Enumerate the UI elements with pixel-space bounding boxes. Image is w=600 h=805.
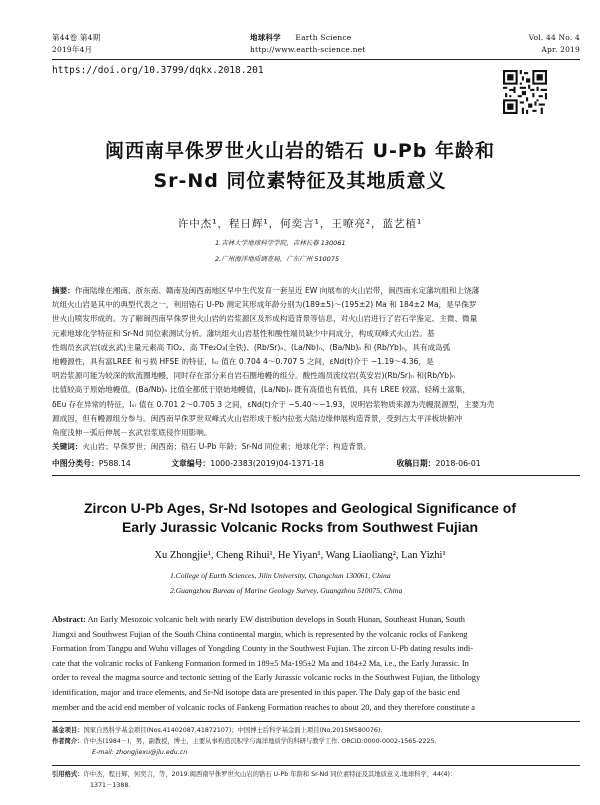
author-bio-line <box>52 736 580 747</box>
title-en-line2: Early Jurassic Volcanic Rocks from Southwest Fujian <box>121 519 479 535</box>
abstract-en <box>52 613 580 715</box>
date-left: 2019年4月 <box>52 45 93 54</box>
authors-en: Xu Zhongjie¹, Cheng Rihui¹, He Yiyan¹, Wang Liaoliang², Lan Yizhi¹ <box>154 550 446 561</box>
abstract-en-line: member and the acid end member of volcanic rocks of Fankeng Formation reaches to about 20, and they therefore constitute a <box>52 702 476 712</box>
header-rule <box>52 59 580 60</box>
abstract-cn-line: 元素地球化学特征和 Sr-Nd 同位素测试分析。藩坑组火山岩基性和酸性端员缺少中间成分，构成双峰式火山岩。基 <box>52 328 435 338</box>
classification-row <box>52 458 580 469</box>
abstract-en-line: order to reveal the magma source and tectonic setting of the Early Jurassic volcanic rocks in the Southwest Fujian, the lithology <box>52 673 481 683</box>
journal-cn: 地球科学 <box>250 33 281 42</box>
citation-rule <box>52 765 580 766</box>
article-code-label: 文章编号： <box>171 459 211 468</box>
abstract-cn-line: 摘要：作南陆缘在湘南、浙东南、赣南及闽西南地区早中生代发育一套呈近 EW 向展布的火山岩带，闽西南永定藩坑组和上饶藩 <box>52 286 480 295</box>
citation-label: 引用格式： <box>52 771 84 778</box>
clc-value: P588.14 <box>98 459 131 468</box>
abstract-en-line: identification, major and trace elements, and Sr-Nd isotope data are presented in this paper. The Daly gap of the basic end <box>52 687 460 697</box>
email-line[interactable]: E-mail: zhongjiexu@jlu.edu.cn <box>92 749 188 756</box>
abstract-en-line: Abstract: An Early Mesozoic volcanic belt with nearly EW distribution develops in South Hunan, Southeast Hunan, South <box>52 615 465 624</box>
author-bio-text: 许中杰(1984－)，男，副教授，博士，主要从事构造沉积学与海洋地质学的科研与教学工作. ORCID:0000-0002-1565-2225. <box>83 738 437 745</box>
abstract-cn-line: δEu 存在异常的特征，Iₛᵣ 值在 0.701 2～0.705 3 之间，εNd(t)介于 −5.40～−1.93，说明岩浆物质来源为壳幔混源型，主要为壳 <box>52 399 495 409</box>
author-bio-label: 作者简介： <box>52 738 84 745</box>
journal-en: Earth Science <box>295 33 352 42</box>
footer-block <box>52 725 580 758</box>
abstract-cn-line: 角度浅伸－弧后伸展－玄武岩浆底侵作用影响。 <box>52 428 212 438</box>
abstract-cn <box>52 284 580 454</box>
abstract-cn-line: 源成因，但有幔源组分参与。闽西南早侏罗世双峰式火山岩形成于板内拉张大陆边缘伸展构造背景，受到古太平洋板块俯冲 <box>52 413 463 423</box>
abstract-cn-line: 性端员玄武岩(或玄武)主量元素高 TiO₂、高 TFe₂O₃(全铁)、(Rb/Sr)ₙ、(La/Nb)ₙ、(Ba/Nb)ₙ 和 (Rb/Yb)ₙ，具有成岛弧 <box>52 342 451 352</box>
keywords-cn <box>52 440 580 454</box>
funding-label: 基金项目： <box>52 727 84 734</box>
title-cn-line1: 闽西南早侏罗世火山岩的锆石 U-Pb 年龄和 <box>104 140 496 162</box>
abstract-cn-line: 世火山喷发形成的。为了解闽西南早侏罗世火山岩的岩浆源区及形成构造背景等信息，对火山岩进行了岩石学鉴定、主微、微量 <box>52 314 478 324</box>
funding-line <box>52 725 580 736</box>
abstract-cn-line: 明岩浆源可能为较深的软流圈地幔，同时存在部分来自岩石圈地幔的组分。酸性端员流纹岩(英安岩)(Rb/Sr)ₙ 和(Rb/Yb)ₙ <box>52 371 456 381</box>
citation-text: 许中杰，程日辉，何奕言，等，2019.闽西南早侏罗世火山岩的锆石 U-Pb 年龄和 Sr-Nd 同位素特征及其地质意义.地球科学，44(4)： <box>83 771 457 778</box>
volume-right: Vol. 44 No. 4 <box>528 33 580 42</box>
abstract-cn-line: 地幔源性，具有富LREE 和亏损 HFSE 的特征，Iₛᵣ 值在 0.704 4～0.707 5 之间，εNd(t)介于 −1.19～4.36，是 <box>52 357 434 367</box>
affiliation-cn-1: 1.吉林大学地球科学学院，吉林长春 130061 <box>215 239 346 247</box>
affiliation-en-2: 2.Guangzhou Bureau of Marine Geology Survey, Guangzhou 510075, China <box>170 586 403 595</box>
volume-left: 第44卷 第4期 <box>52 33 101 42</box>
title-cn-line2: Sr-Nd 同位素特征及其地质意义 <box>153 170 447 192</box>
abstract-en-line: Formation from Tangpu and Wuhu villages of Yongding County in the Southwest Fujian. The zircon U-Pb dating results indi- <box>52 644 474 654</box>
qr-code-icon <box>503 70 547 114</box>
clc-label: 中图分类号： <box>52 459 99 468</box>
abstract-en-line: Jiangxi and Southwest Fujian of the South China continental margin, which is represented by the volcanic rocks of Fankeng <box>52 629 468 639</box>
journal-url[interactable]: http://www.earth-science.net <box>250 45 366 54</box>
affiliation-cn-2: 2.广州海洋地质调查局，广东广州 510075 <box>215 255 340 263</box>
footer-rule <box>52 721 580 722</box>
citation-block <box>52 769 580 791</box>
keywords-cn-text: 火山岩；早侏罗世；闽西南；锆石 U-Pb 年龄；Sr-Nd 同位素；地球化学；构造背景。 <box>82 442 372 452</box>
date-right: Apr. 2019 <box>541 45 580 54</box>
received-label: 收稿日期： <box>396 459 436 468</box>
journal-title-header <box>250 33 390 42</box>
abstract-cn-line: 坑组火山岩是其中的典型代表之一，利用锆石 U-Pb 测定其形成年龄分别为(189±5)～(195±2) Ma 和 184±2 Ma，是早侏罗 <box>52 300 477 310</box>
section-rule <box>52 475 580 476</box>
article-code-value: 1000-2383(2019)04-1371-18 <box>210 459 324 468</box>
doi-link[interactable]: https://doi.org/10.3799/dqkx.2018.201 <box>52 65 264 76</box>
authors-cn: 许中杰¹，程日辉¹，何奕言¹，王嘹亮²，蓝艺植¹ <box>177 218 423 230</box>
citation-line2: 1371－1388. <box>90 782 131 789</box>
abstract-en-line: cate that the volcanic rocks of Fankeng Formation formed in 189±5 Ma-195±2 Ma and 184±2 Ma, i.e., the Early Jurassic. In <box>52 658 469 668</box>
received-value: 2018-06-01 <box>435 459 481 468</box>
keywords-cn-label: 关键词： <box>52 442 83 452</box>
funding-text: 国家自然科学基金项目(Nos.41402087,41872107)；中国博士后科学基金面上项目(No.2015M580076). <box>83 727 383 734</box>
abstract-cn-line: 比值较高于原始地幔值，(Ba/Nb)ₙ 比值全都低于原始地幔值，(La/Nb)ₙ 既有高值也有低值，具有 LREE 较富、轻稀土富集， <box>52 385 471 395</box>
affiliation-en-1: 1.College of Earth Sciences, Jilin University, Changchun 130061, China <box>170 571 391 580</box>
abstract-cn-label: 摘要： <box>52 286 75 295</box>
citation-line1 <box>52 769 580 780</box>
title-en-line1: Zircon U-Pb Ages, Sr-Nd Isotopes and Geological Significance of <box>84 500 516 516</box>
abstract-en-label: Abstract: <box>52 615 86 624</box>
